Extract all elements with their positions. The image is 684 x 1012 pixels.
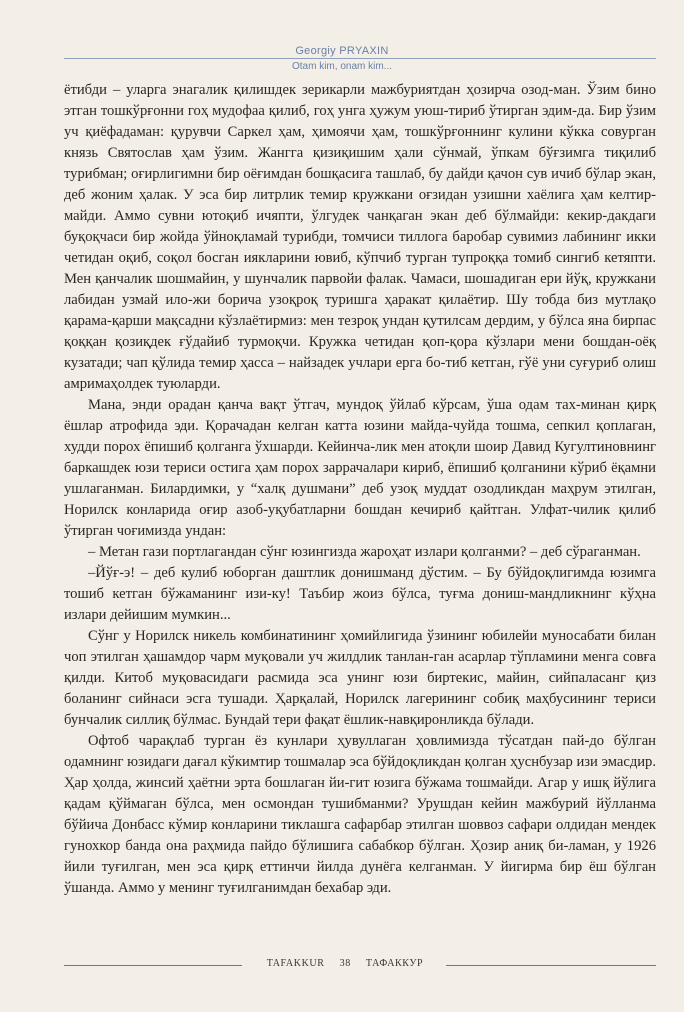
paragraph-1: ётибди – уларга энагалик қилишдек зерикарли мажбуриятдан ҳозирча озод-ман. Ўзим бино этган тошкўрғонни гоҳ мудофаа қилиб, гоҳ унга ҳужум уюш-тириб ўтирган эдим-да. Бир ўзим уч қиёфадаман: қурувчи Саркел ҳам, ҳимоячи ҳам, тошкўрғоннинг кулини кўкка совурган князь Святослав ҳам ўзим. Жангга қизиқишим ҳали сўнмай, ўпкам бўғзимга тиқилиб турибман; оғирлигимни бир оёғимдан бошқасига ташлаб, бу дайди қачон сув ичиб бўлар экан, деб жоним ҳалак. У эса бир литрлик темир кружкани оғзидан узишни хаёлига ҳам келтир-майди. Аммо сувни ютоқиб ичяпти, ўлгудек чанқаган экан деб бўлмайди: кекир-дакдаги буқоқчаси бир жойда ўйноқламай турибди, томчиси тиллога баробар сувимиз лабининг икки четидан оқиб, соқол босган иякларини ювиб, кўпчиб турган тупроққа томиб сингиб кетяпти. Мен қанчалик шошмайин, у шунчалик парвойи фалак. Чамаси, шошадиган ери йўқ, кружкани лабидан узмай ило-жи борича узоқроқ туришга ҳаракат қилаётир. Шу тобда биз мутлақо қарама-қарши мақсадни кўзлаётирмиз: мен тезроқ ундан қутилсам дердим, у бўлса яна бирпас қоққан қозиқдек ғўдайиб турмоқчи. Кружка четидан қоп-қора кўзлари мени бошдан-оёқ кузатади; чап қўлида темир ҳасса – найзадек учлари ерга бо-тиб кетган, гўё уни суғуриб олиш амримаҳолдек туюларди. xyxy=(64,82,656,392)
footer-labels xyxy=(250,958,440,969)
header-subtitle: Otam kim, onam kim... xyxy=(291,61,392,72)
footer-magazine-latin: TAFAKKUR xyxy=(266,958,325,969)
page-number: 38 xyxy=(339,958,351,969)
header-author: Georgiy PRYAXIN xyxy=(295,45,389,57)
footer-rule-left xyxy=(64,965,242,966)
footer-rule-right xyxy=(446,965,656,966)
paragraph-5: Сўнг у Норилск никель комбинатининг ҳомийлигида ўзининг юбилейи муносабати билан чоп этилган ҳашамдор чарм муқовали уч жилдлик танлан-ган асарлар тўпламини менга совға қилди. Китоб муқовасидаги расмида эса унинг юзи биртекис, майин, сийпаласанг қиз боланинг сийнаси эсга тушади. Ҳарқалай, Норилск лагерининг собиқ маҳбусининг териси бунчалик силлиқ бўлмас. Бундай тери фақат ёшлик-навқиронликда бўлади. xyxy=(64,628,656,728)
paragraph-2: Мана, энди орадан қанча вақт ўтгач, мундоқ ўйлаб кўрсам, ўша одам тах-минан қирқ ёшлар атрофида эди. Қорачадан келган катта юзини майда-чуйда тошма, сепкил қоплаган, худди порох ёпишиб қолганга ўхшарди. Кейинча-лик мен атоқли шоир Давид Кугултиновнинг баркашдек юзи териси остига ҳам порох заррачалари кириб, ёпишиб қолганини кўриб ёқамни ушлаганман. Билардимки, у “халқ душмани” деб узоқ муддат озодликдан маҳрум этилган, Норилск конларида оғир азоб-уқубатларни бошдан кечириб қайтган. Улфат-чилик қилиб ўтирган чоғимизда ундан: xyxy=(64,397,656,539)
footer-magazine-cyrillic: ТАФАККУР xyxy=(365,958,424,969)
paragraph-3-dialogue: – Метан гази портлагандан сўнг юзингизда жароҳат излари қолганми? – деб сўраганман. xyxy=(88,544,641,560)
paragraph-4-dialogue: –Йўғ-э! – деб кулиб юборган даштлик донишманд дўстим. – Бу бўйдоқлигимда юзимга тошиб кетган бўжаманинг изи-ку! Таъбир жоиз бўлса, туғма дониш-мандликнинг кўҳна излари дейишим мумкин... xyxy=(64,565,656,623)
article-body xyxy=(64,80,656,899)
page-footer xyxy=(0,958,684,972)
running-header xyxy=(0,44,684,73)
paragraph-6: Офтоб чарақлаб турган ёз кунлари ҳувуллаган ҳовлимизда тўсатдан пай-до бўлган одамнинг юзидаги дағал кўкимтир тошмалар эса бўйдоқликдан қолган ҳуснбузар изи эмасдир. Ҳар ҳолда, жинсий ҳаётни эрта бошлаган йи-гит юзига бўжама тошмайди. Агар у ишқ йўлига қадам қўймаган бўлса, мен осмондан тушибманми? Урушдан кейин мажбурий йўлланма бўйича Донбасс кўмир конларини тиклашга сафарбар этилган шоввоз сафари олдидан мендек гунохкор банда она раҳмида пайдо бўлишига сабабкор бўлган. Ҳозир аниқ би-ламан, у 1926 йили туғилган, мен эса қирқ еттинчи йилда дунёга келганман. У йигирма бир ёш бўлган ўшанда. Аммо у менинг туғилганимдан бехабар эди. xyxy=(64,733,656,896)
header-rule xyxy=(64,58,656,59)
